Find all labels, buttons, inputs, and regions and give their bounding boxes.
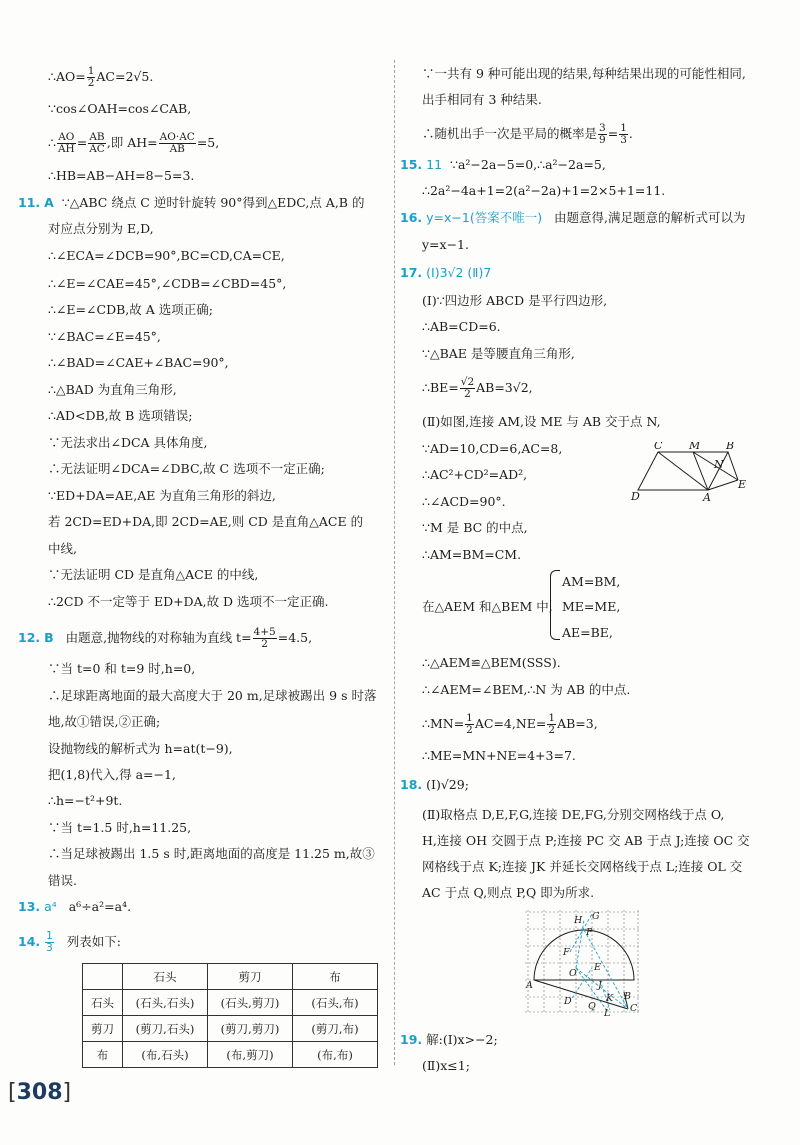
line: ∴∠ACD=90°. [422,494,506,509]
figure-parallelogram [628,442,748,502]
line: (Ⅱ)取格点 D,E,F,G,连接 DE,FG,分别交网格线于点 O, [422,807,725,822]
line: 中线, [48,541,77,556]
line: ∴∠E=∠CAE=45°,∠CDB=∠CBD=45°, [48,276,287,291]
line: ∵∠BAC=∠E=45°, [48,329,161,344]
table-row [83,990,378,1016]
question-11: 11. A ∵△ABC 绕点 C 逆时针旋转 90°得到△EDC,点 A,B 的 [18,195,365,210]
table-cell: (布,剪刀) [208,1042,293,1068]
question-12: 12. B 由题意,抛物线的对称轴为直线 t= $\frac{4+5}{2}$ =4.5, [18,626,313,650]
label-e: E [594,962,601,973]
label-k: K [606,993,614,1004]
line: ∴∠E=∠CDB,故 A 选项正确; [48,302,213,317]
line: ∴MN= $\frac{1}{2}$ AC=4,NE= $\frac{1}{2}$ AB=3, [422,712,598,736]
line: (Ⅰ)∵四边形 ABCD 是平行四边形, [422,293,608,308]
line: ∴h=−t²+9t. [48,793,123,808]
line: ∴足球距离地面的最大高度大于 20 m,足球被踢出 9 s 时落 [48,688,377,703]
label-e: E [738,478,747,491]
line: ∴当足球被踢出 1.5 s 时,距离地面的高度是 11.25 m,故③ [48,846,375,861]
label-a: A [526,980,533,991]
line: 地,故①错误,②正确; [48,714,161,729]
line: ∴△BAD 为直角三角形, [48,382,177,397]
question-16: 16. y=x−1(答案不唯一) 由题意得,满足题意的解析式可以为 [400,210,746,225]
label-l: L [604,1008,611,1016]
question-19: 19. 解:(Ⅰ)x>−2; [400,1032,498,1047]
table-cell: (剪刀,剪刀) [208,1016,293,1042]
label-m: M [689,442,701,452]
line: 把(1,8)代入,得 a=−1, [48,767,176,782]
line: ∵无法求出∠DCA 具体角度, [48,435,208,450]
line: 设抛物线的解析式为 h=at(t−9), [48,741,233,756]
line: ∵无法证明 CD 是直角△ACE 的中线, [48,567,259,582]
line: ∴∠BAD=∠CAE+∠BAC=90°, [48,355,229,370]
label-q: Q [588,1001,596,1012]
system-brace [550,570,560,640]
line: ∴HB=AB−AH=8−5=3. [48,168,195,183]
label-b: B [624,991,631,1002]
table-cell: 石头 [123,964,208,990]
line: ∴∠AEM=∠BEM,∴N 为 AB 的中点. [422,682,631,697]
line: ∴2CD 不一定等于 ED+DA,故 D 选项不一定正确. [48,594,329,609]
table-cell: 石头 [83,990,123,1016]
question-15: 15. 11 ∵a²−2a−5=0,∴a²−2a=5, [400,157,606,172]
line: 对应点分别为 E,D, [48,221,154,236]
table-cell: 布 [83,1042,123,1068]
line: 出手相同有 3 种结果. [422,92,542,107]
table-cell [83,964,123,990]
line: ∵M 是 BC 的中点, [422,520,528,535]
line: 错误. [48,873,77,888]
label-h: H [574,915,583,926]
aux-oh [576,920,584,968]
table-cell: (剪刀,布) [293,1016,378,1042]
question-13: 13. a⁴ a⁶÷a²=a⁴. [18,899,132,914]
table-cell: (石头,布) [293,990,378,1016]
line: ∵ED+DA=AE,AE 为直角三角形的斜边, [48,488,276,503]
label-c: C [654,442,663,452]
line: y=x−1. [422,237,469,252]
line: H,连接 OH 交圆于点 P;连接 PC 交 AB 于点 J;连接 OC 交 [422,833,750,848]
line: ∴ $\frac{AO}{AH}$ = $\frac{AB}{AC}$ ,即 AH= $\frac{AO\cdot AC}{AB}$ =5, [48,131,220,155]
label-a: A [703,491,711,502]
line: 在△AEM 和△BEM 中, [422,599,553,614]
label-o: O [569,968,577,979]
aux-oc [576,968,628,1009]
line: ∴∠ECA=∠DCB=90°,BC=CD,CA=CE, [48,248,285,263]
line: ∴随机出手一次是平局的概率是 $\frac{3}{9}$ = $\frac{1}{3}$ . [422,122,633,146]
semicircle [534,930,634,980]
label-g: G [592,911,600,922]
system-line: AE=BE, [562,625,613,640]
system-line: AM=BM, [562,574,621,589]
label-n: N [714,458,724,471]
line: ∴AO= $\frac{1}{2}$ AC=2√5. [48,65,154,89]
line: ∵当 t=0 和 t=9 时,h=0, [48,661,196,676]
line: (Ⅱ)x≤1; [422,1058,470,1073]
page-number: [308] [8,1080,72,1105]
table-cell: (布,石头) [123,1042,208,1068]
line: ∴2a²−4a+1=2(a²−2a)+1=2×5+1=11. [422,183,666,198]
line: 若 2CD=ED+DA,即 2CD=AE,则 CD 是直角△ACE 的 [48,514,364,529]
table-row [83,964,378,990]
label-p: P [586,927,593,938]
segment-be [728,452,738,480]
table-row [83,1016,378,1042]
label-j: J [598,980,602,991]
line: ∵△BAE 是等腰直角三角形, [422,346,575,361]
column-divider [394,60,395,1065]
line: ∴ME=MN+NE=4+3=7. [422,748,576,763]
table-cell: (剪刀,石头) [123,1016,208,1042]
table-cell: (石头,石头) [123,990,208,1016]
line: ∵当 t=1.5 时,h=11.25, [48,820,192,835]
table-cell: 剪刀 [208,964,293,990]
line: ∴AD<DB,故 B 选项错误; [48,408,193,423]
figure-grid-circle [520,908,645,1016]
line: ∴BE= $\frac{√2}{2}$ AB=3√2, [422,376,533,400]
line: ∵cos∠OAH=cos∠CAB, [48,101,192,116]
question-14: 14. $\frac{1}{3}$ 列表如下: [18,930,121,954]
line: ∴无法证明∠DCA=∠DBC,故 C 选项不一定正确; [48,461,325,476]
line: AC 于点 Q,则点 P,Q 即为所求. [422,885,595,900]
table-cell: 剪刀 [83,1016,123,1042]
question-17: 17. (Ⅰ)3√2 (Ⅱ)7 [400,265,492,280]
table-cell: (石头,剪刀) [208,990,293,1016]
label-d: D [564,996,572,1007]
label-d: D [631,490,640,502]
line: ∴AC²+CD²=AD², [422,467,528,482]
label-f: F [563,947,570,958]
line: ∴AB=CD=6. [422,319,501,334]
line: ∴△AEM≌△BEM(SSS). [422,655,561,670]
line: 网格线于点 K;连接 JK 并延长交网格线于点 L;连接 OL 交 [422,859,743,874]
line: ∴AM=BM=CM. [422,547,522,562]
line: ∵AD=10,CD=6,AC=8, [422,441,563,456]
table-row [83,1042,378,1068]
question-18: 18. (Ⅰ)√29; [400,777,469,792]
table-cell: 布 [293,964,378,990]
system-line: ME=ME, [562,599,621,614]
label-c: C [630,1003,638,1014]
outcome-table [82,963,378,1068]
line: (Ⅱ)如图,连接 AM,设 ME 与 AB 交于点 N, [422,414,661,429]
table-cell: (布,布) [293,1042,378,1068]
line: ∵一共有 9 种可能出现的结果,每种结果出现的可能性相同, [422,66,746,81]
label-b: B [726,442,735,452]
